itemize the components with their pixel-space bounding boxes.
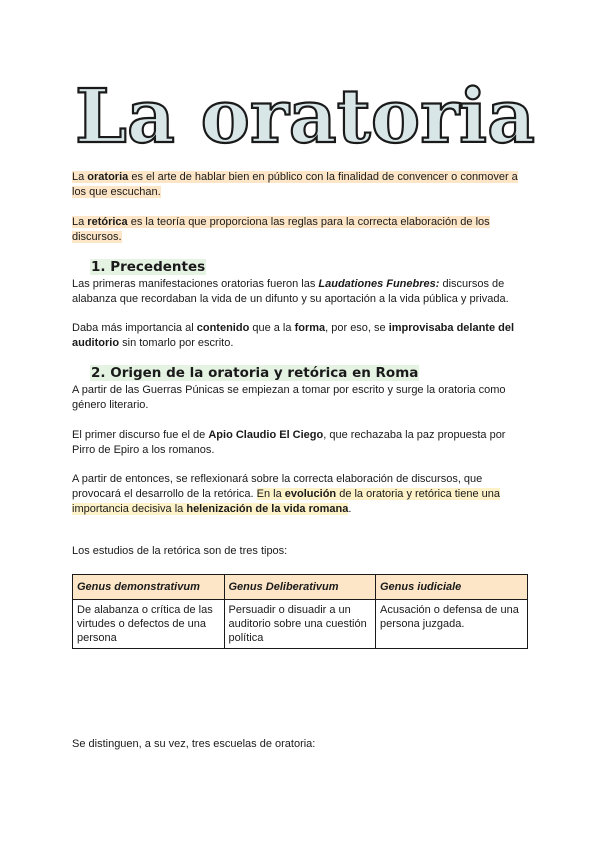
table-cell-deliberativum: Persuadir o disuadir a un auditorio sobre una cuestión política <box>224 600 376 649</box>
table-header-demonstrativum: Genus demonstrativum <box>73 575 225 600</box>
section-heading-precedentes: 1. Precedentes <box>91 259 206 275</box>
paragraph-laudationes: Las primeras manifestaciones oratorias fueron las Laudationes Funebres: discursos de alabanza que recordaban la vida de un difunto y su aportación a la vida pública y privada. <box>72 278 509 305</box>
paragraph-tres-escuelas: Se distinguen, a su vez, tres escuelas de oratoria: <box>72 738 316 750</box>
table-header-iudiciale: Genus iudiciale <box>376 575 528 600</box>
table-cell-iudiciale: Acusación o defensa de una persona juzgada. <box>376 600 528 649</box>
table-header-row <box>73 575 528 600</box>
paragraph-apio-claudio: El primer discurso fue el de Apio Claudio El Ciego, que rechazaba la paz propuesta por Pirro de Epiro a los romanos. <box>72 429 506 456</box>
paragraph-contenido-forma: Daba más importancia al contenido que a la forma, por eso, se improvisaba delante del auditorio sin tomarlo por escrito. <box>72 322 515 349</box>
table-cell-demonstrativum: De alabanza o crítica de las virtudes o defectos de una persona <box>73 600 225 649</box>
section-heading-origen: 2. Origen de la oratoria y retórica en Roma <box>91 365 419 381</box>
genus-table <box>72 574 528 649</box>
paragraph-guerras-punicas: A partir de las Guerras Púnicas se empiezan a tomar por escrito y surge la oratoria como género literario. <box>72 384 506 411</box>
paragraph-helenizacion: A partir de entonces, se reflexionará sobre la correcta elaboración de discursos, que provocará el desarrollo de la retórica. En la evolución de la oratoria y retórica tiene una importancia decisiva la helenización de la vida romana. <box>72 473 501 515</box>
table-row <box>73 600 528 649</box>
intro-paragraph-oratoria: La oratoria es el arte de hablar bien en público con la finalidad de convencer o conmover a los que escuchan. <box>72 171 518 198</box>
page-title <box>70 84 540 154</box>
intro-paragraph-retorica: La retórica es la teoría que proporciona las reglas para la correcta elaboración de los discursos. <box>72 216 490 243</box>
table-header-deliberativum: Genus Deliberativum <box>224 575 376 600</box>
page-title-text: La oratoria <box>75 84 535 154</box>
paragraph-tres-tipos: Los estudios de la retórica son de tres tipos: <box>72 545 288 557</box>
